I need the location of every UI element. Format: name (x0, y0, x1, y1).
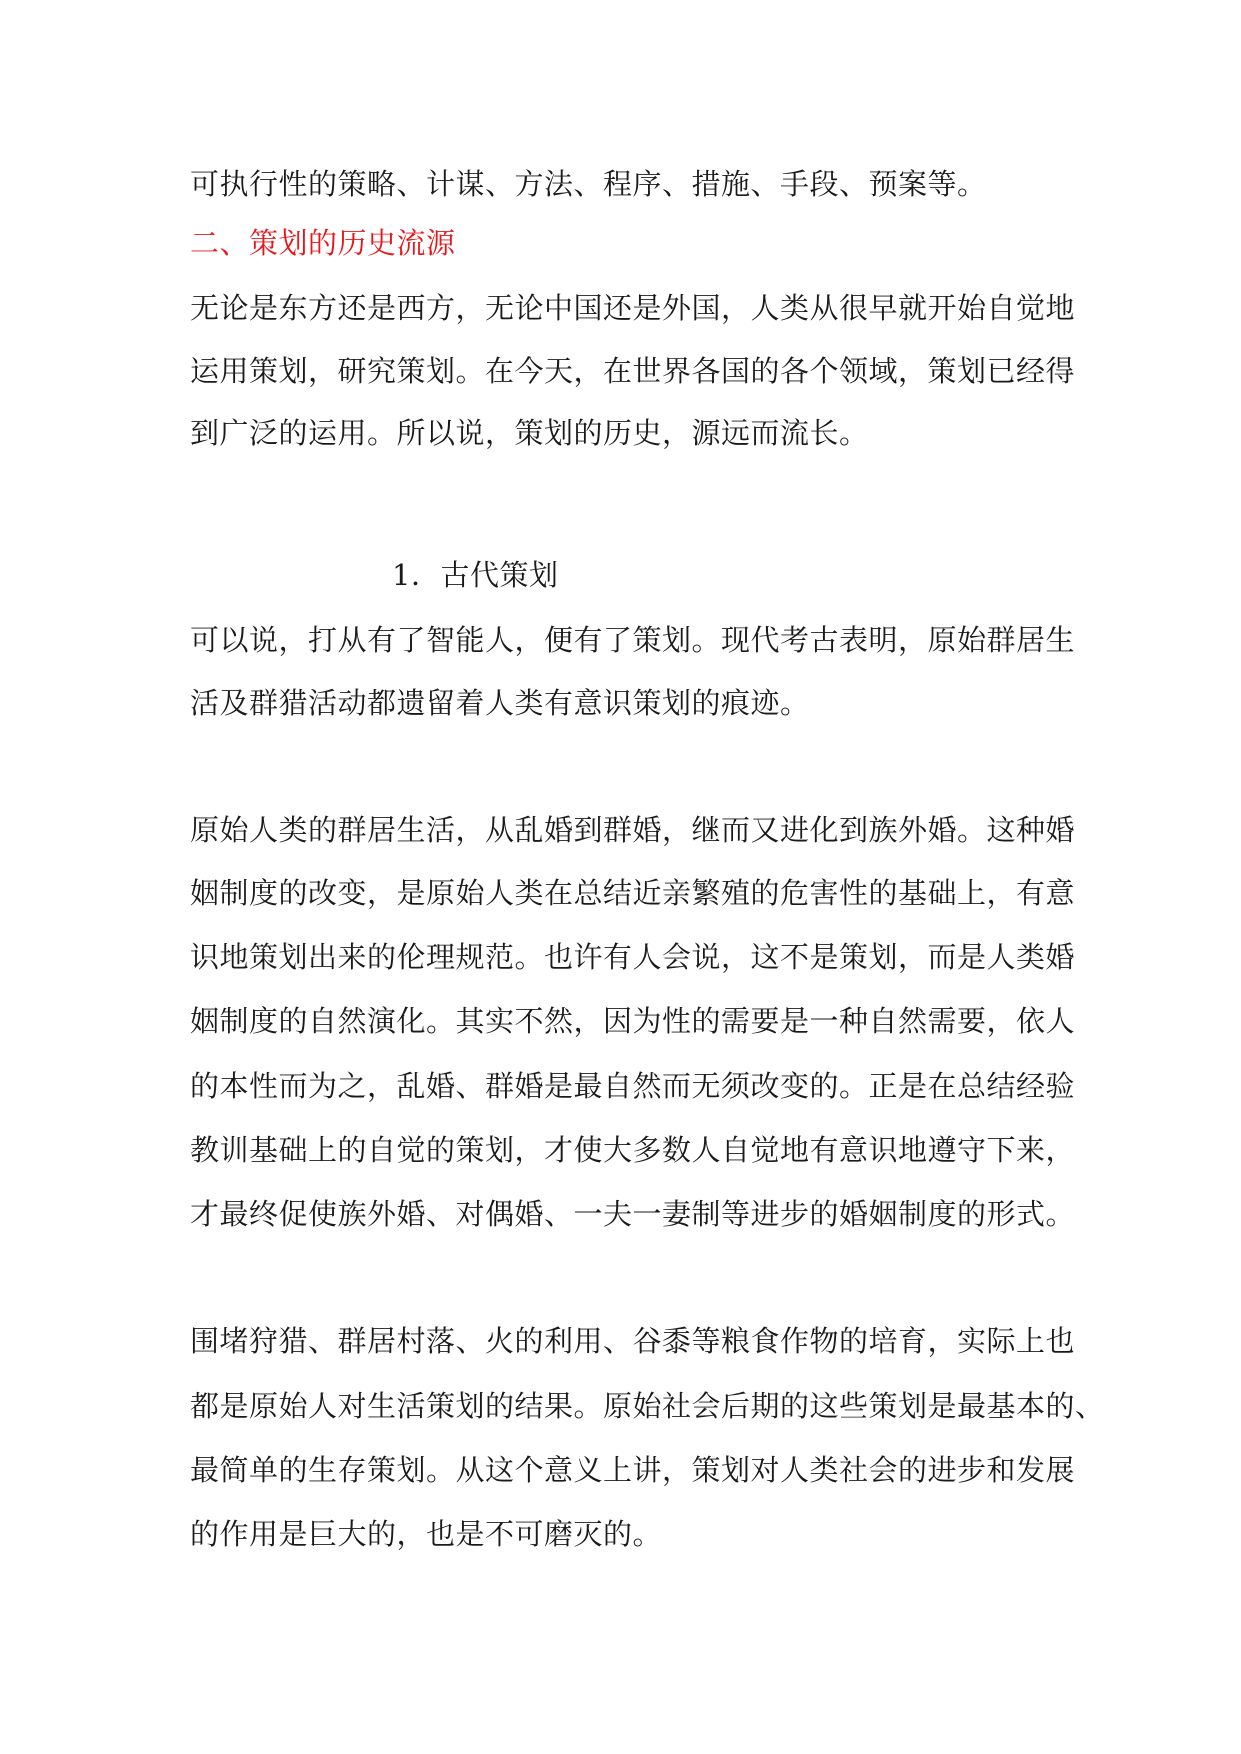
paragraph-line: 可以说，打从有了智能人，便有了策划。现代考古表明，原始群居生 (190, 623, 1076, 657)
section-heading: 二、策划的历史流源 (190, 226, 456, 260)
paragraph-line: 围堵狩猎、群居村落、火的利用、谷黍等粮食作物的培育，实际上也 (190, 1324, 1076, 1358)
paragraph-line: 到广泛的运用。所以说，策划的历史，源远而流长。 (190, 416, 869, 450)
paragraph-line: 运用策划，研究策划。在今天，在世界各国的各个领域，策划已经得 (190, 354, 1076, 388)
paragraph-line: 都是原始人对生活策划的结果。原始社会后期的这些策划是最基本的、 (190, 1389, 1105, 1423)
intro-line: 可执行性的策略、计谋、方法、程序、措施、手段、预案等。 (190, 167, 987, 201)
paragraph-line: 无论是东方还是西方，无论中国还是外国，人类从很早就开始自觉地 (190, 291, 1076, 325)
paragraph-line: 的作用是巨大的，也是不可磨灭的。 (190, 1517, 663, 1551)
paragraph-line: 姻制度的改变，是原始人类在总结近亲繁殖的危害性的基础上，有意 (190, 876, 1076, 910)
paragraph-line: 才最终促使族外婚、对偶婚、一夫一妻制等进步的婚姻制度的形式。 (190, 1197, 1076, 1231)
paragraph-line: 的本性而为之，乱婚、群婚是最自然而无须改变的。正是在总结经验 (190, 1069, 1076, 1103)
paragraph-line: 姻制度的自然演化。其实不然，因为性的需要是一种自然需要，依人 (190, 1004, 1076, 1038)
paragraph-line: 最简单的生存策划。从这个意义上讲，策划对人类社会的进步和发展 (190, 1453, 1076, 1487)
paragraph-line: 教训基础上的自觉的策划，才使大多数人自觉地有意识地遵守下来， (190, 1133, 1076, 1167)
paragraph-line: 活及群猎活动都遗留着人类有意识策划的痕迹。 (190, 686, 810, 720)
subheading-ancient-planning: 1．古代策划 (392, 558, 559, 592)
paragraph-line: 原始人类的群居生活，从乱婚到群婚，继而又进化到族外婚。这种婚 (190, 813, 1076, 847)
paragraph-line: 识地策划出来的伦理规范。也许有人会说，这不是策划，而是人类婚 (190, 940, 1076, 974)
